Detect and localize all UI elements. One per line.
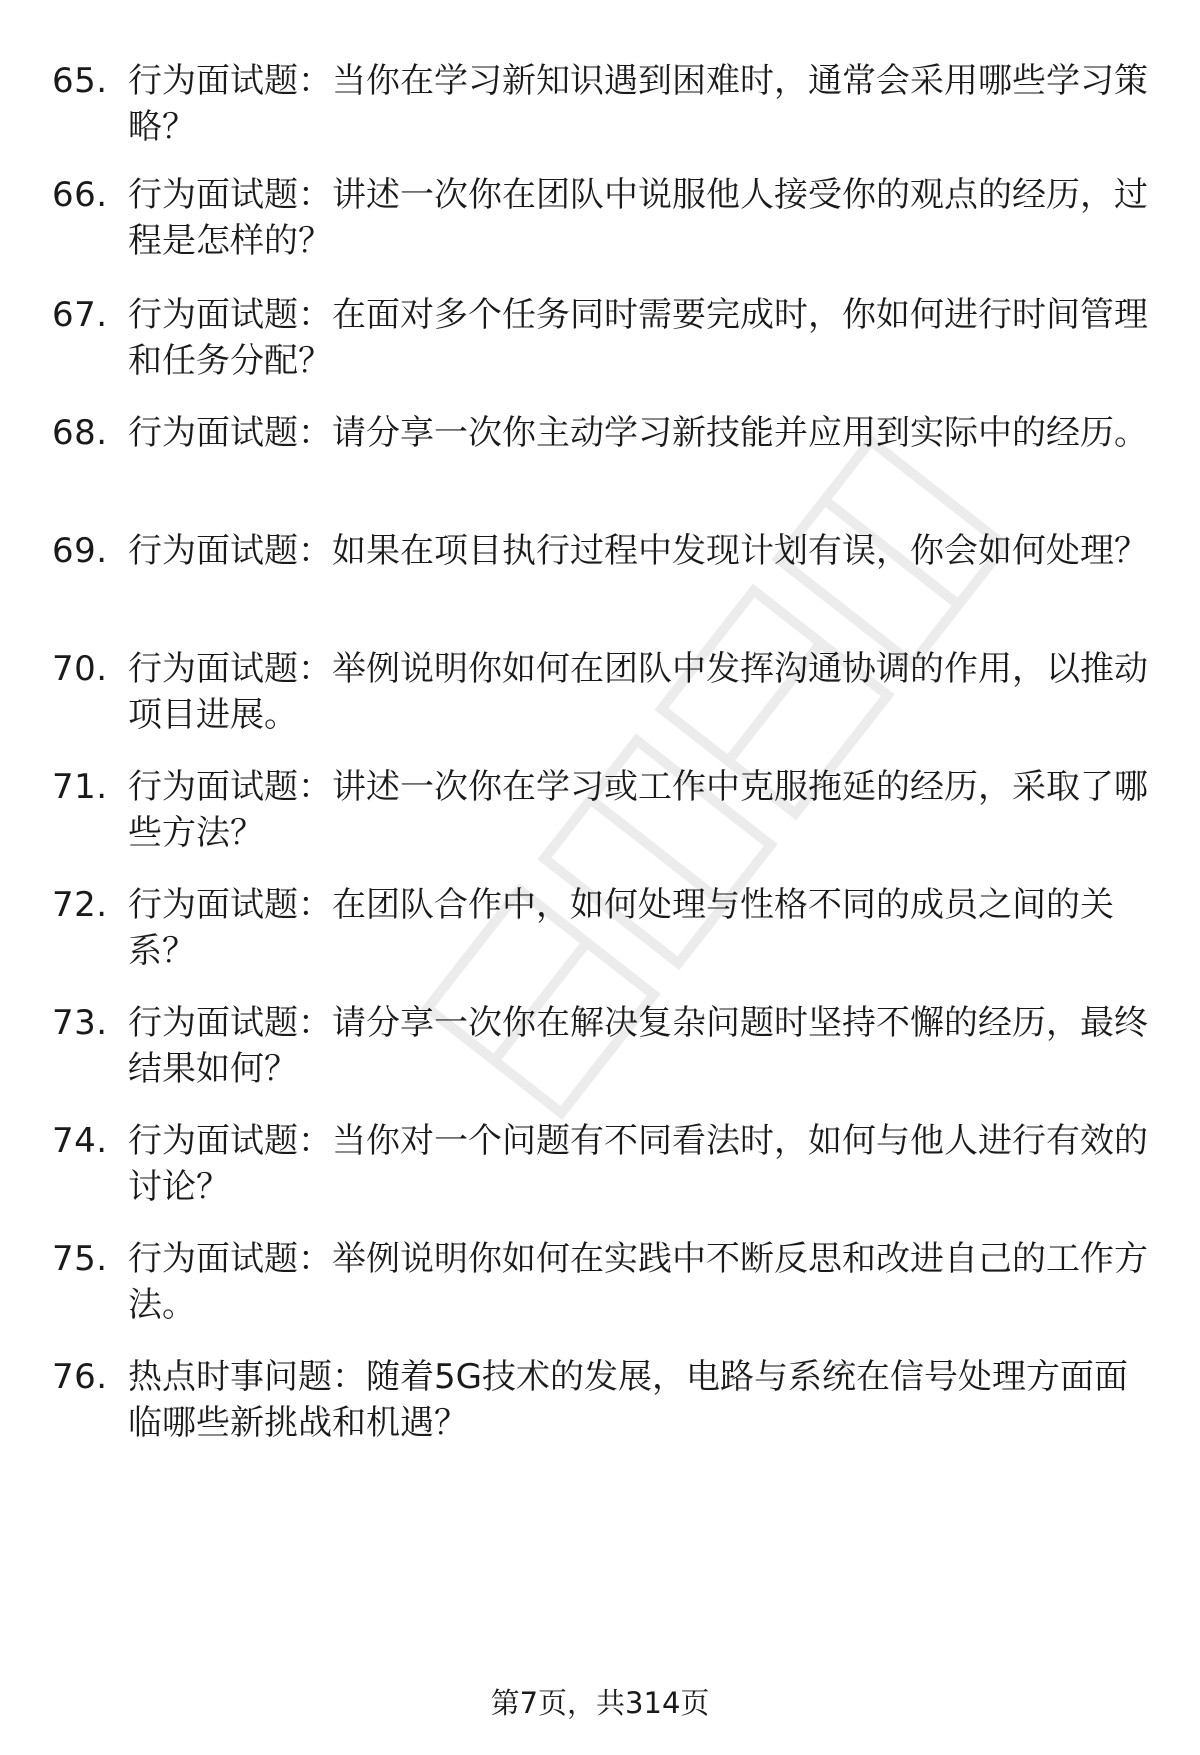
question-number: 73. — [52, 1003, 108, 1043]
question-number: 68. — [52, 413, 108, 453]
question-number: 69. — [52, 531, 108, 571]
question-item — [0, 172, 1200, 282]
question-text: 行为面试题：举例说明你如何在团队中发挥沟通协调的作用，以推动项目进展。 — [128, 649, 1148, 735]
question-number: 71. — [52, 767, 108, 807]
question-item — [0, 410, 1200, 520]
question-number: 67. — [52, 295, 108, 335]
question-number: 72. — [52, 885, 108, 925]
question-number: 66. — [52, 175, 108, 215]
question-text: 行为面试题：请分享一次你在解决复杂问题时坚持不懈的经历，最终结果如何？ — [128, 1003, 1148, 1089]
question-item — [0, 882, 1200, 992]
question-text: 行为面试题：如果在项目执行过程中发现计划有误，你会如何处理？ — [128, 531, 1148, 571]
question-item — [0, 764, 1200, 874]
question-text: 行为面试题：在团队合作中，如何处理与性格不同的成员之间的关系？ — [128, 885, 1114, 971]
question-number: 74. — [52, 1121, 108, 1161]
question-text: 行为面试题：举例说明你如何在实践中不断反思和改进自己的工作方法。 — [128, 1239, 1148, 1325]
question-number: 65. — [52, 61, 108, 101]
question-text: 行为面试题：讲述一次你在学习或工作中克服拖延的经历，采取了哪些方法？ — [128, 767, 1148, 853]
question-number: 76. — [52, 1357, 108, 1397]
question-text: 行为面试题：在面对多个任务同时需要完成时，你如何进行时间管理和任务分配？ — [128, 295, 1148, 381]
question-text: 行为面试题：当你在学习新知识遇到困难时，通常会采用哪些学习策略？ — [128, 61, 1148, 147]
question-item — [0, 58, 1200, 168]
question-item — [0, 1236, 1200, 1346]
page-number-footer: 第7页，共314页 — [490, 1686, 710, 1720]
question-item — [0, 646, 1200, 756]
question-item — [0, 1118, 1200, 1228]
question-item — [0, 1354, 1200, 1464]
question-item — [0, 1000, 1200, 1110]
question-item — [0, 528, 1200, 638]
question-number: 75. — [52, 1239, 108, 1279]
question-number: 70. — [52, 649, 108, 689]
question-item — [0, 292, 1200, 402]
question-text: 行为面试题：请分享一次你主动学习新技能并应用到实际中的经历。 — [128, 413, 1148, 453]
question-text: 行为面试题：当你对一个问题有不同看法时，如何与他人进行有效的讨论？ — [128, 1121, 1148, 1207]
question-text: 热点时事问题：随着5G技术的发展，电路与系统在信号处理方面面临哪些新挑战和机遇？ — [128, 1357, 1128, 1443]
question-text: 行为面试题：讲述一次你在团队中说服他人接受你的观点的经历，过程是怎样的？ — [128, 175, 1148, 261]
